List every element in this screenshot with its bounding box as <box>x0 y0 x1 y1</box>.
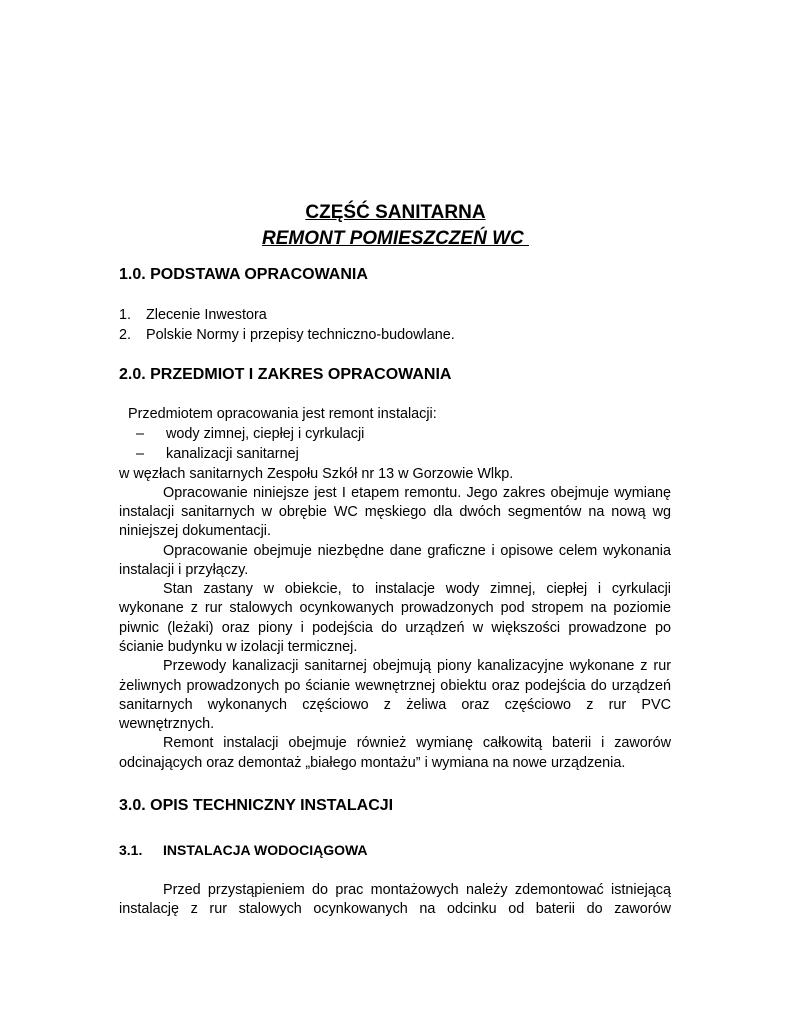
paragraph-line: Opracowanie obejmuje niezbędne dane graficzne i opisowe celem wykonania <box>163 543 671 559</box>
paragraph-line: sanitarnych wykonanych częściowo z żeliwa oraz częściowo z rur PVC <box>119 697 671 713</box>
document-title: CZĘŚĆ SANITARNA <box>305 202 486 223</box>
list-item-text: Zlecenie Inwestora <box>146 307 267 323</box>
paragraph-line: Opracowanie niniejsze jest I etapem remontu. Jego zakres obejmuje wymianę <box>163 485 671 501</box>
document-subtitle: REMONT POMIESZCZEŃ WC <box>261 228 530 249</box>
list-item-number: 1. <box>119 307 132 323</box>
paragraph-line: Przed przystąpieniem do prac montażowych należy zdemontować istniejącą <box>163 882 671 898</box>
paragraph-line: instalacji i przyłączy. <box>119 562 249 578</box>
paragraph-line: piwnic (leżaki) oraz piony i podejścia do urządzeń w większości prowadzone po <box>119 620 671 636</box>
section-2-heading: 2.0. PRZEDMIOT I ZAKRES OPRACOWANIA <box>119 366 452 383</box>
list-item-number: 2. <box>119 327 132 343</box>
section-3-heading: 3.0. OPIS TECHNICZNY INSTALACJI <box>119 797 394 814</box>
bullet-text: kanalizacji sanitarnej <box>166 446 299 462</box>
section-2-intro: Przedmiotem opracowania jest remont instalacji: <box>128 406 437 422</box>
paragraph-line: odcinających oraz demontaż „białego montażu” i wymiana na nowe urządzenia. <box>119 755 626 771</box>
subsection-title: INSTALACJA WODOCIĄGOWA <box>163 842 368 858</box>
bullet-text: wody zimnej, ciepłej i cyrkulacji <box>166 426 365 442</box>
paragraph-line: instalację z rur stalowych ocynkowanych na odcinku od baterii do zaworów <box>119 901 671 917</box>
paragraph-line: instalacji sanitarnych w obrębie WC męskiego dla dwóch segmentów na nową wg <box>119 504 671 520</box>
list-item-text: Polskie Normy i przepisy techniczno-budowlane. <box>146 327 455 343</box>
paragraph-line: w węzłach sanitarnych Zespołu Szkół nr 13 w Gorzowie Wlkp. <box>119 466 514 482</box>
paragraph-line: Remont instalacji obejmuje również wymianę całkowitą baterii i zaworów <box>163 735 671 751</box>
subsection-number: 3.1. <box>119 842 143 858</box>
paragraph-line: niniejszej dokumentacji. <box>119 523 271 539</box>
paragraph-line: Stan zastany w obiekcie, to instalacje wody zimnej, ciepłej i cyrkulacji <box>163 581 671 597</box>
paragraph-line: ścianie budynku w izolacji termicznej. <box>119 639 358 655</box>
paragraph-line: żeliwnych prowadzonych po ścianie wewnętrznej obiektu oraz podejścia do urządzeń <box>119 678 671 694</box>
bullet-dash: – <box>136 426 145 442</box>
section-1-heading: 1.0. PODSTAWA OPRACOWANIA <box>119 266 368 283</box>
paragraph-line: wewnętrznych. <box>119 716 215 732</box>
paragraph-line: wykonane z rur stalowych ocynkowanych prowadzonych pod stropem na poziomie <box>119 600 671 616</box>
bullet-dash: – <box>136 446 145 462</box>
paragraph-line: Przewody kanalizacji sanitarnej obejmują piony kanalizacyjne wykonane z rur <box>163 658 671 674</box>
subsection-heading <box>119 842 368 858</box>
